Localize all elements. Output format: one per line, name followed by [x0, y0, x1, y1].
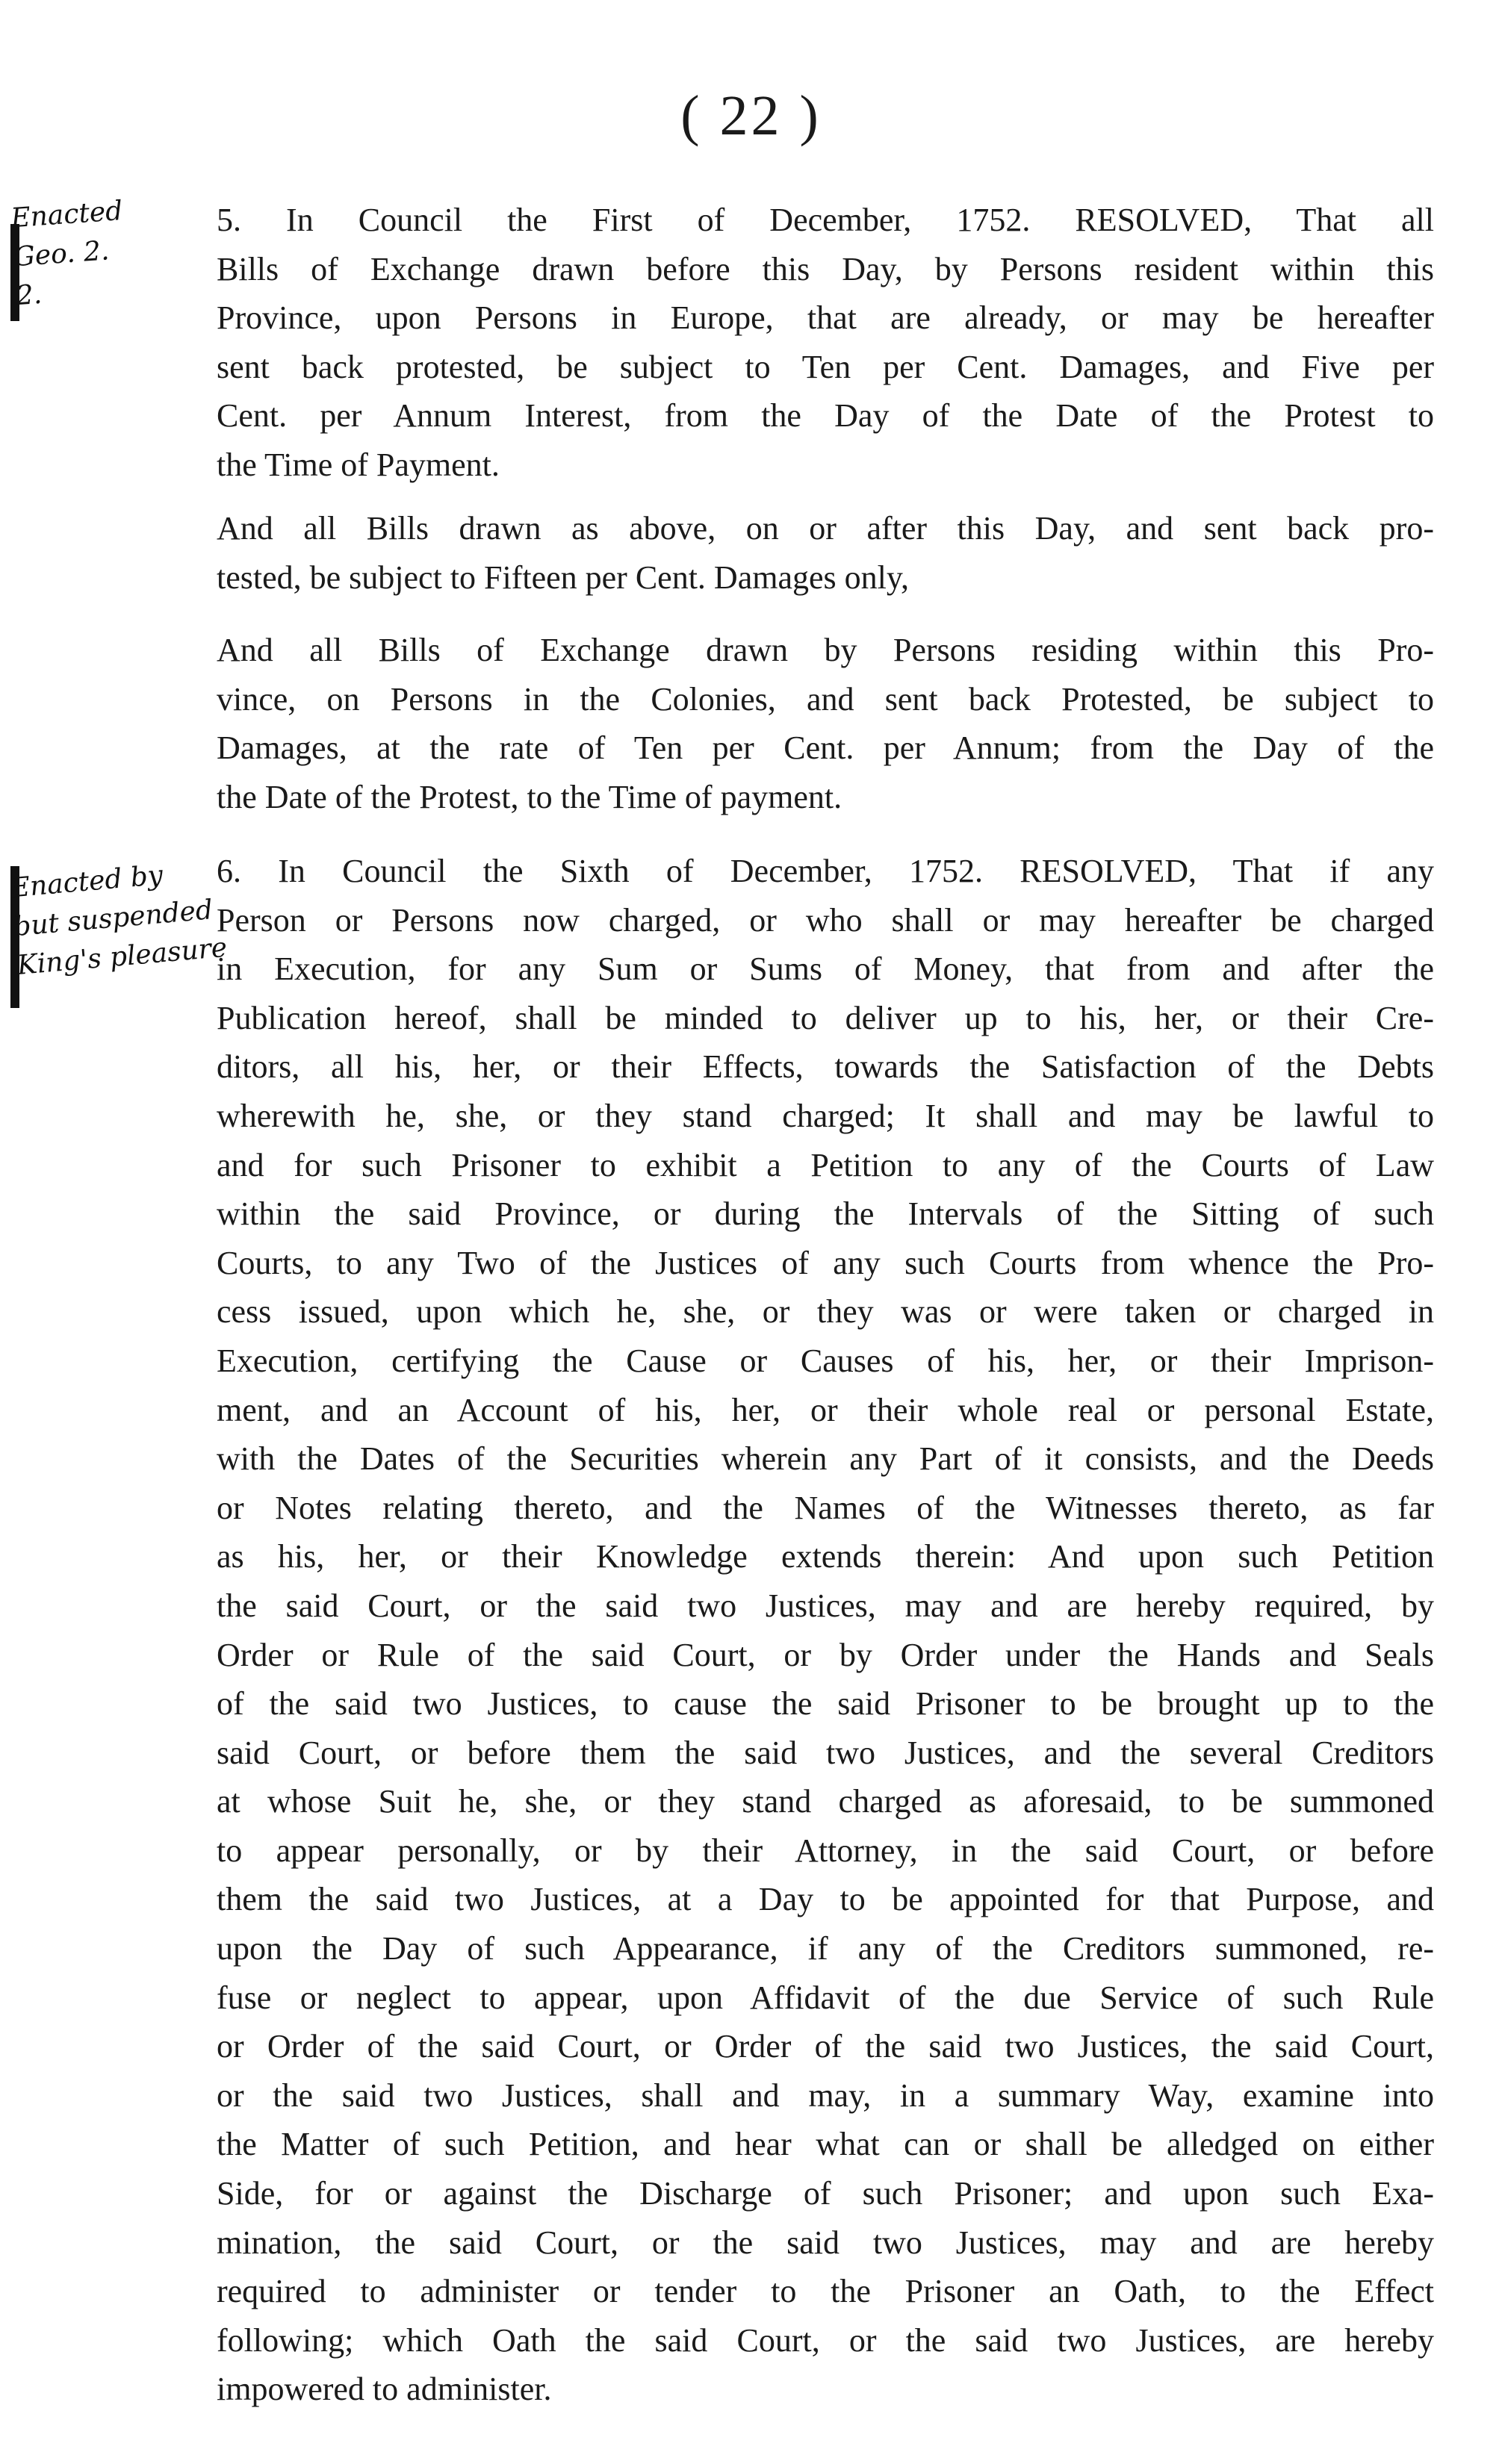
text-line: mination, the said Court, or the said two Justices, may and are hereby [217, 2224, 1434, 2261]
paragraph-bills-fifteen-percent [217, 504, 1434, 602]
text-line: and for such Prisoner to exhibit a Petition to any of the Courts of Law [217, 1146, 1434, 1183]
text-line: Execution, certifying the Cause or Causes of his, her, or their Imprison- [217, 1342, 1434, 1379]
text-line: the said Court, or the said two Justices, may and are hereby required, by [217, 1587, 1434, 1624]
text-line: with the Dates of the Securities wherein any Part of it consists, and the Deeds [217, 1440, 1434, 1478]
text-line: ment, and an Account of his, her, or their whole real or personal Estate, [217, 1391, 1434, 1428]
paragraph-bills-colonies [217, 626, 1434, 821]
text-line: or the said two Justices, shall and may, in a summary Way, examine into [217, 2076, 1434, 2114]
margin-note-line: 2. [15, 279, 43, 312]
text-line: of the said two Justices, to cause the said Prisoner to be brought up to the [217, 1685, 1434, 1723]
text-line: said Court, or before them the said two Justices, and the several Creditors [217, 1734, 1434, 1771]
text-line: wherewith he, she, or they stand charged; It shall and may be lawful to [217, 1097, 1434, 1134]
margin-note-line: Enacted by [9, 859, 164, 904]
text-line: sent back protested, be subject to Ten per Cent. Damages, and Five per [217, 348, 1434, 385]
text-line: following; which Oath the said Court, or the said two Justices, are hereby [217, 2321, 1434, 2359]
text-line: 5. In Council the First of December, 1752. RESOLVED, That all [217, 202, 1434, 238]
text-line: them the said two Justices, at a Day to be appointed for that Purpose, and [217, 1881, 1434, 1918]
text-line: impowered to administer. [217, 2371, 552, 2408]
text-line: or Notes relating thereto, and the Names of the Witnesses thereto, as far [217, 1489, 1434, 1526]
margin-note-line: but suspended [12, 895, 214, 943]
margin-note-line: Enacted [10, 195, 124, 234]
text-line: Side, for or against the Discharge of such Prisoner; and upon such Exa- [217, 2175, 1434, 2212]
text-line: fuse or neglect to appear, upon Affidavit of the due Service of such Rule [217, 1979, 1434, 2016]
text-line: Province, upon Persons in Europe, that are already, or may be hereafter [217, 299, 1434, 337]
paragraph-5-resolution [217, 196, 1434, 490]
text-line: as his, her, or their Knowledge extends therein: And upon such Petition [217, 1538, 1434, 1575]
text-line: the Time of Payment. [217, 446, 500, 483]
text-line: in Execution, for any Sum or Sums of Money, that from and after the [217, 951, 1434, 988]
text-line: at whose Suit he, she, or they stand charged as aforesaid, to be summoned [217, 1783, 1434, 1820]
text-line: Cent. per Annum Interest, from the Day of the Date of the Protest to [217, 397, 1434, 435]
text-line: the Date of the Protest, to the Time of payment. [217, 778, 842, 815]
text-line: to appear personally, or by their Attorney, in the said Court, or before [217, 1832, 1434, 1869]
text-line: Courts, to any Two of the Justices of any such Courts from whence the Pro- [217, 1244, 1434, 1281]
margin-note-1 [10, 192, 129, 316]
text-line: upon the Day of such Appearance, if any of the Creditors summoned, re- [217, 1930, 1434, 1967]
text-line: ditors, all his, her, or their Effects, towards the Satisfaction of the Debts [217, 1048, 1434, 1086]
text-line: Damages, at the rate of Ten per Cent. per Annum; from the Day of the [217, 729, 1434, 767]
text-line: And all Bills drawn as above, on or after this Day, and sent back pro- [217, 510, 1434, 547]
text-line: within the said Province, or during the Intervals of the Sitting of such [217, 1195, 1434, 1233]
text-line: Bills of Exchange drawn before this Day, by Persons resident within this [217, 250, 1434, 287]
text-line: Order or Rule of the said Court, or by Order under the Hands and Seals [217, 1636, 1434, 1673]
margin-note-line: Geo. 2. [12, 235, 111, 273]
text-line: the Matter of such Petition, and hear what can or shall be alledged on either [217, 2126, 1434, 2163]
text-line: cess issued, upon which he, she, or they was or were taken or charged in [217, 1293, 1434, 1331]
page-number: ( 22 ) [680, 84, 822, 147]
text-line: And all Bills of Exchange drawn by Persons residing within this Pro- [217, 632, 1434, 668]
text-line: vince, on Persons in the Colonies, and sent back Protested, be subject to [217, 680, 1434, 718]
text-line: Publication hereof, shall be minded to deliver up to his, her, or their Cre- [217, 999, 1434, 1036]
margin-note-2 [9, 851, 229, 986]
text-line: Person or Persons now charged, or who shall or may hereafter be charged [217, 901, 1434, 939]
paragraph-6-resolution [217, 847, 1434, 2414]
text-line: 6. In Council the Sixth of December, 1752. RESOLVED, That if any [217, 853, 1434, 889]
text-line: or Order of the said Court, or Order of the said two Justices, the said Court, [217, 2028, 1434, 2065]
text-line: tested, be subject to Fifteen per Cent. Damages only, [217, 559, 910, 596]
margin-note-line: King's pleasure [16, 932, 229, 982]
text-line: required to administer or tender to the Prisoner an Oath, to the Effect [217, 2273, 1434, 2310]
